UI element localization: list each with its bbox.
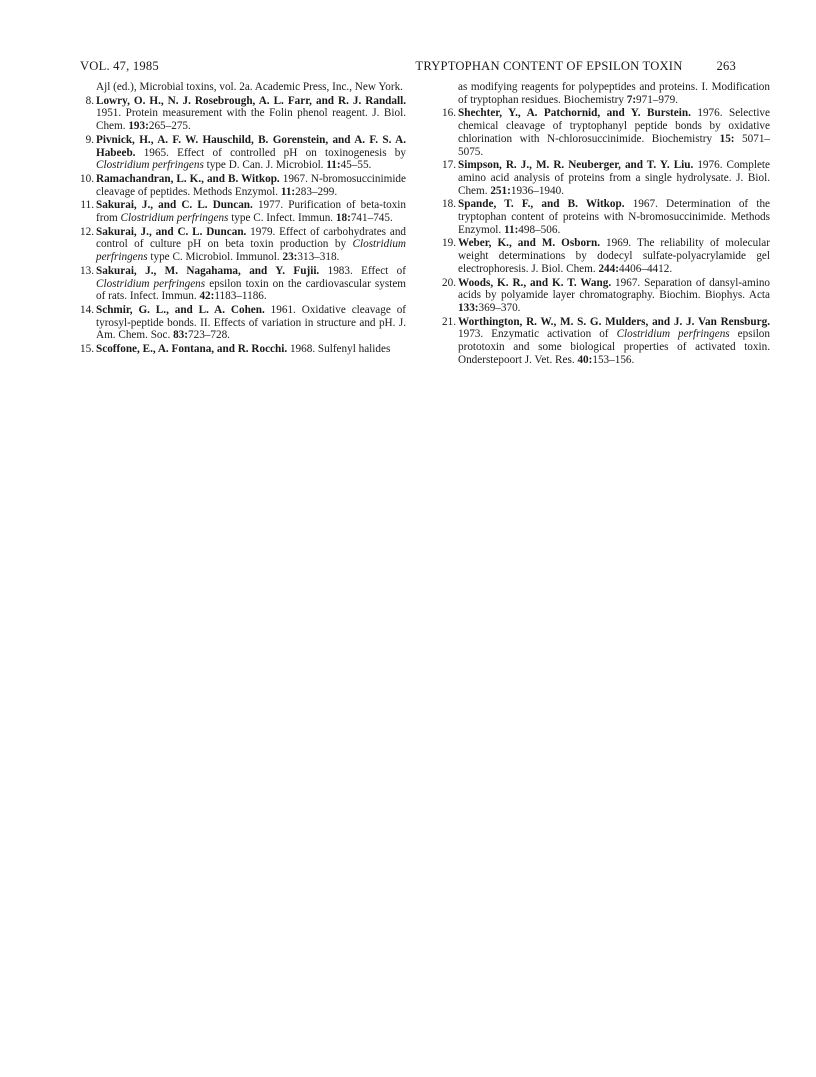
reference-volume: 18: [335, 212, 351, 225]
reference-text: 1967. N-bromosuccinimide cleavage of peptides. Methods Enzymol. [96, 172, 406, 198]
reference-text: epsilon prototoxin and some biological properties of activated toxin. Onderstepoort J. Vet. Res. [458, 328, 770, 366]
reference-authors: Scoffone, E., A. Fontana, and R. Rocchi. [96, 343, 288, 356]
reference-number: 10. [80, 172, 94, 185]
reference-text: 1951. Protein measurement with the Folin phenol reagent. J. Biol. Chem. [96, 107, 406, 133]
reference-authors: Shechter, Y., A. Patchornid, and Y. Burstein. [458, 107, 691, 120]
reference-entry [442, 277, 770, 315]
reference-authors: Simpson, R. J., M. R. Neuberger, and T. Y. Liu. [458, 159, 694, 172]
reference-text: 971–979. [636, 93, 678, 106]
reference-text: 4406–4412. [618, 262, 673, 275]
reference-text: 1183–1186. [214, 290, 267, 303]
reference-text: type D. Can. J. Microbiol. [203, 159, 327, 172]
reference-text: Ajl (ed.), Microbial toxins, vol. 2a. Academic Press, Inc., New York. [96, 81, 403, 93]
reference-number: 19. [442, 237, 456, 250]
reference-number: 18. [442, 198, 456, 211]
reference-authors: Schmir, G. L., and L. A. Cohen. [96, 303, 265, 316]
reference-volume: 244: [598, 262, 619, 275]
reference-entry [442, 198, 770, 236]
reference-text: 5071–5075. [458, 132, 771, 158]
reference-volume: 251: [490, 184, 511, 197]
reference-entry [80, 81, 406, 94]
reference-authors: Sakurai, J., M. Nagahama, and Y. Fujii. [96, 264, 320, 277]
reference-number: 8. [85, 94, 94, 107]
reference-text: 1967. Separation of dansyl-amino acids by polyamide layer chromatography. Biochim. Biophys. Acta [458, 276, 771, 302]
reference-text: 1977. Purification of beta-toxin from [96, 199, 407, 225]
reference-text: 1936–1940. [510, 184, 564, 197]
reference-text: as modifying reagents for polypeptides and proteins. I. Modification of tryptophan residues. Biochemistry [458, 81, 770, 106]
reference-number: 11. [80, 199, 94, 212]
reference-text: 265–275. [148, 120, 191, 133]
reference-text: 723–728. [188, 329, 230, 342]
reference-volume: 11: [280, 185, 296, 198]
reference-organism: Clostridium perfringens [96, 277, 206, 290]
reference-text: type C. Microbiol. Immunol. [147, 251, 283, 264]
reference-entry [80, 304, 406, 342]
reference-entry [80, 199, 406, 224]
reference-authors: Worthington, R. W., M. S. G. Mulders, and J. J. Van Rensburg. [458, 315, 770, 328]
reference-text: 369–370. [478, 301, 521, 314]
reference-text: 1965. Effect of controlled pH on toxinogenesis by [135, 146, 406, 159]
reference-volume: 15: [719, 132, 735, 145]
reference-entry [80, 95, 406, 133]
reference-number: 14. [80, 303, 94, 316]
reference-organism: Clostridium perfringens [616, 328, 730, 341]
reference-volume: 11: [504, 223, 519, 236]
reference-volume: 11: [326, 159, 341, 172]
reference-authors: Ramachandran, L. K., and B. Witkop. [96, 172, 280, 185]
reference-text: 1983. Effect of [319, 264, 406, 277]
reference-volume: 7: [626, 93, 637, 106]
reference-text: 1976. Complete amino acid analysis of proteins from a single hydrolysate. J. Biol. Chem. [458, 159, 771, 197]
reference-volume: 23: [282, 251, 298, 264]
reference-number: 17. [442, 159, 456, 172]
reference-entry [442, 237, 770, 275]
reference-authors: Woods, K. R., and K. T. Wang. [458, 276, 612, 289]
reference-text: 1976. Selective chemical cleavage of tryptophanyl peptide bonds by oxidative chlorination with N-chlorosuccinimide. Biochemistry [458, 107, 770, 145]
reference-number: 20. [442, 276, 456, 289]
reference-volume: 83: [173, 329, 188, 342]
reference-text: epsilon toxin on the cardiovascular system of rats. Infect. Immun. [96, 277, 406, 303]
reference-entry [80, 265, 406, 303]
reference-volume: 133: [458, 301, 479, 314]
reference-text: 1969. The reliability of molecular weight determinations by dodecyl sulfate-polyacrylamide gel electrophoresis. J. Biol. Chem. [458, 237, 770, 275]
reference-authors: Sakurai, J., and C. L. Duncan. [96, 199, 253, 212]
reference-organism: Clostridium perfringens [120, 212, 229, 225]
reference-text: 1973. Enzymatic activation of [458, 328, 617, 341]
reference-text: 741–745. [350, 212, 393, 225]
reference-authors: Lowry, O. H., N. J. Rosebrough, A. L. Farr, and R. J. Randall. [96, 94, 406, 107]
reference-volume: 193: [128, 120, 149, 133]
running-title: TRYPTOPHAN CONTENT OF EPSILON TOXIN [415, 59, 683, 73]
page-number: 263 [716, 59, 736, 73]
reference-authors: Pivnick, H., A. F. W. Hauschild, B. Gorenstein, and A. F. S. A. Habeeb. [96, 133, 406, 159]
reference-entry [442, 159, 770, 197]
reference-number: 13. [80, 264, 94, 277]
reference-column-right [442, 81, 770, 367]
reference-volume: 40: [577, 353, 593, 366]
reference-entry [80, 343, 406, 356]
reference-number: 12. [80, 225, 94, 238]
reference-entry [80, 173, 406, 198]
reference-number: 15. [80, 343, 94, 356]
reference-text: 1967. Determination of the tryptophan content of proteins with N-bromosuccinimide. Methods Enzymol. [458, 198, 771, 236]
reference-text: 1961. Oxidative cleavage of tyrosyl-peptide bonds. II. Effects of variation in structure and pH. J. Am. Chem. Soc. [96, 303, 407, 342]
reference-text: 153–156. [592, 353, 635, 366]
reference-text: 313–318. [297, 251, 340, 264]
reference-authors: Weber, K., and M. Osborn. [458, 237, 601, 250]
journal-volume: VOL. 47, 1985 [80, 59, 159, 73]
reference-text: 1979. Effect of carbohydrates and control of culture pH on beta toxin production by [96, 225, 407, 251]
reference-text: 1968. Sulfenyl halides [287, 343, 391, 356]
reference-authors: Sakurai, J., and C. L. Duncan. [96, 225, 247, 238]
reference-volume: 42: [199, 290, 215, 303]
reference-entry [80, 134, 406, 172]
reference-text: 45–55. [340, 159, 372, 172]
reference-text: type C. Infect. Immun. [228, 212, 336, 225]
reference-entry [442, 81, 770, 106]
reference-entry [80, 226, 406, 264]
reference-text: 283–299. [295, 185, 338, 198]
reference-column-left [80, 81, 406, 357]
reference-number: 16. [442, 107, 456, 120]
reference-authors: Spande, T. F., and B. Witkop. [458, 198, 625, 211]
running-header [415, 59, 736, 74]
reference-organism: Clostridium perfringens [96, 159, 204, 172]
reference-organism: Clostridium perfringens [96, 238, 406, 264]
reference-entry [442, 316, 770, 367]
reference-entry [442, 107, 770, 158]
reference-text: 498–506. [518, 223, 561, 236]
reference-number: 21. [442, 315, 456, 328]
reference-number: 9. [85, 133, 94, 146]
